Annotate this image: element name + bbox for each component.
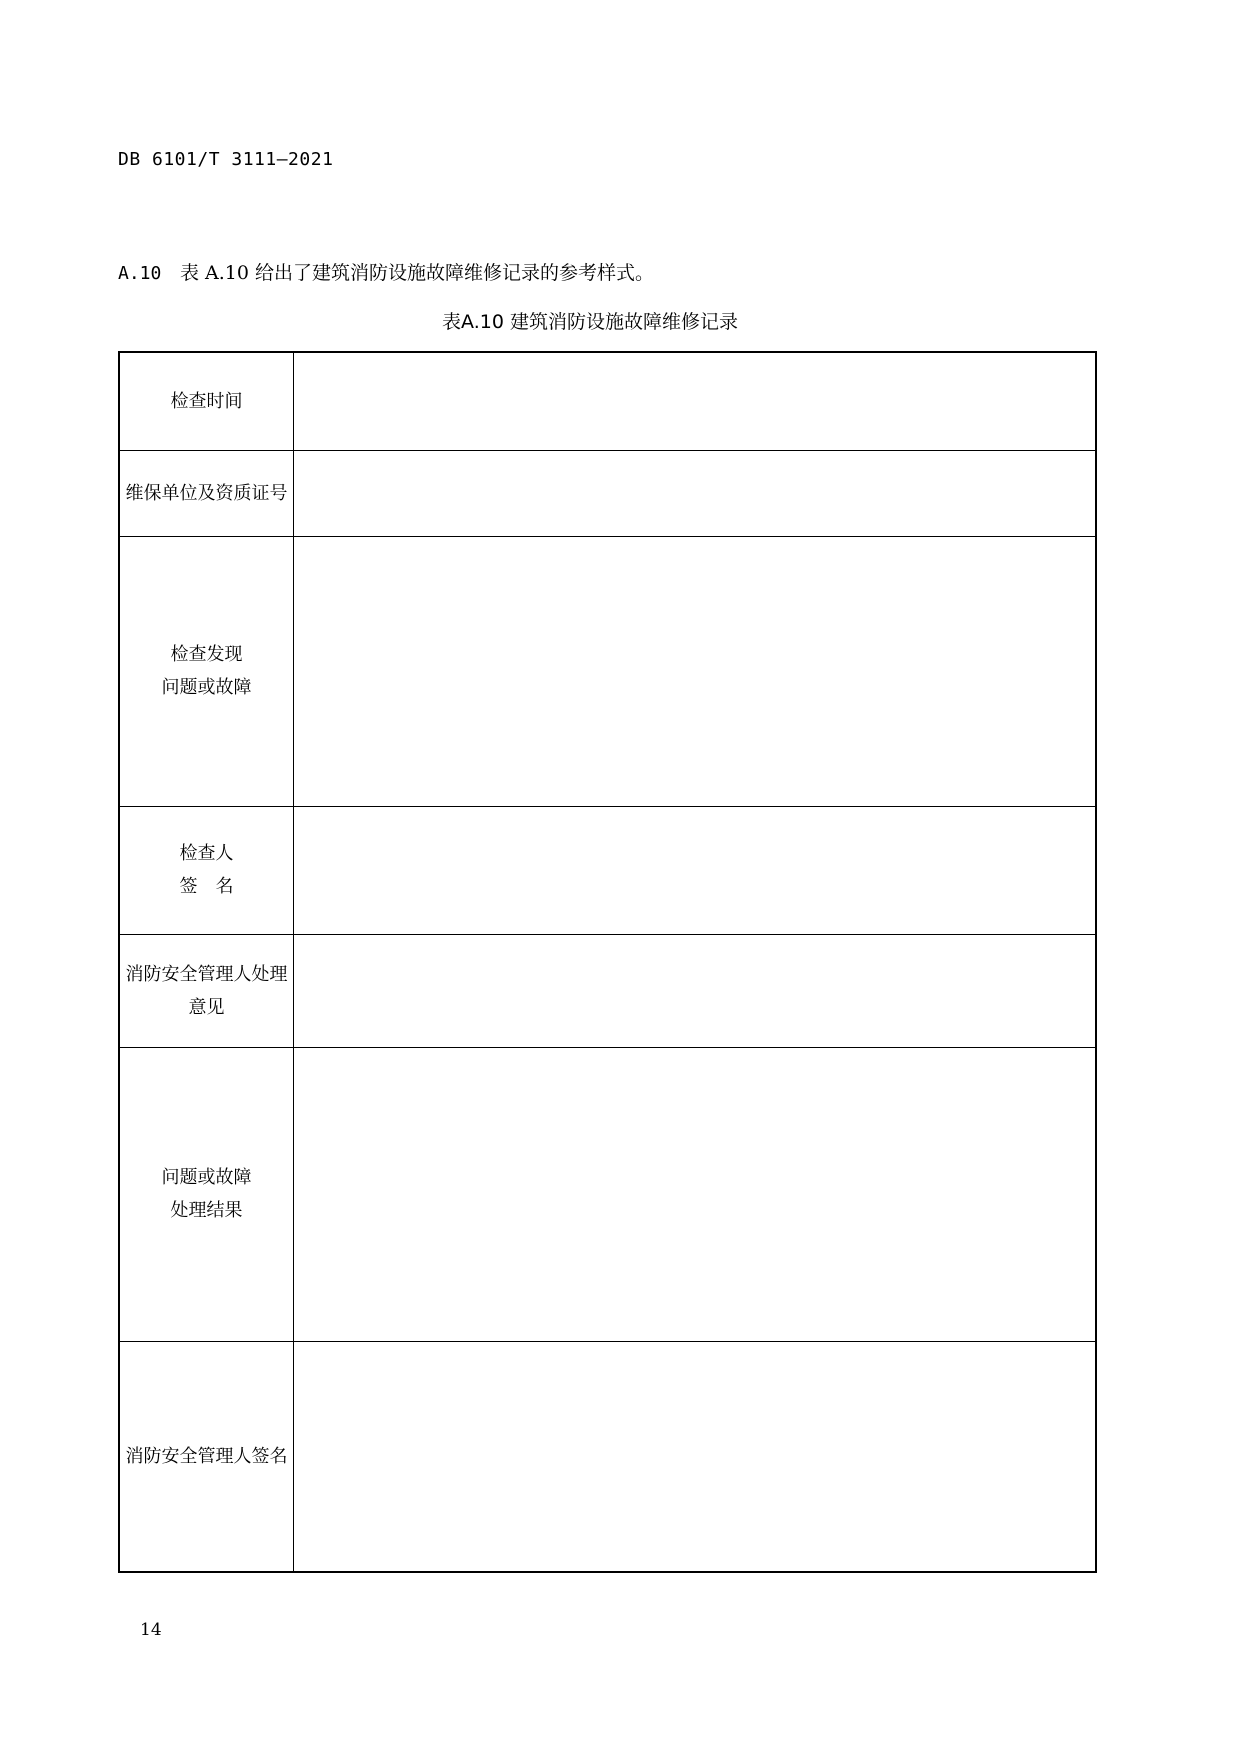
label-manager-opinion: 消防安全管理人处理 意见	[119, 934, 294, 1047]
clause-number: A.10	[118, 263, 162, 284]
value-maintenance-unit[interactable]	[294, 450, 1097, 536]
maintenance-record-table	[118, 351, 1097, 1573]
value-manager-opinion[interactable]	[294, 934, 1097, 1047]
clause-paragraph	[118, 258, 654, 285]
label-manager-signature: 消防安全管理人签名	[119, 1341, 294, 1572]
label-inspector-signature: 检查人 签 名	[119, 806, 294, 934]
value-inspection-time[interactable]	[294, 352, 1097, 450]
table-row-inspector-signature	[119, 806, 1096, 934]
label-inspection-time: 检查时间	[119, 352, 294, 450]
value-manager-signature[interactable]	[294, 1341, 1097, 1572]
table-title: 表A.10 建筑消防设施故障维修记录	[442, 311, 738, 333]
value-inspector-signature[interactable]	[294, 806, 1097, 934]
label-problems-found: 检查发现 问题或故障	[119, 536, 294, 806]
value-handling-result[interactable]	[294, 1047, 1097, 1341]
table-row-handling-result	[119, 1047, 1096, 1341]
table-row-manager-signature	[119, 1341, 1096, 1572]
table-row-manager-opinion	[119, 934, 1096, 1047]
table-row-problems-found	[119, 536, 1096, 806]
label-maintenance-unit: 维保单位及资质证号	[119, 450, 294, 536]
table-row-inspection-time	[119, 352, 1096, 450]
standard-code: DB 6101/T 3111—2021	[118, 149, 334, 170]
page-number: 14	[140, 1620, 162, 1640]
table-row-maintenance-unit	[119, 450, 1096, 536]
clause-text: 表 A.10 给出了建筑消防设施故障维修记录的参考样式。	[180, 262, 655, 284]
label-handling-result: 问题或故障 处理结果	[119, 1047, 294, 1341]
value-problems-found[interactable]	[294, 536, 1097, 806]
